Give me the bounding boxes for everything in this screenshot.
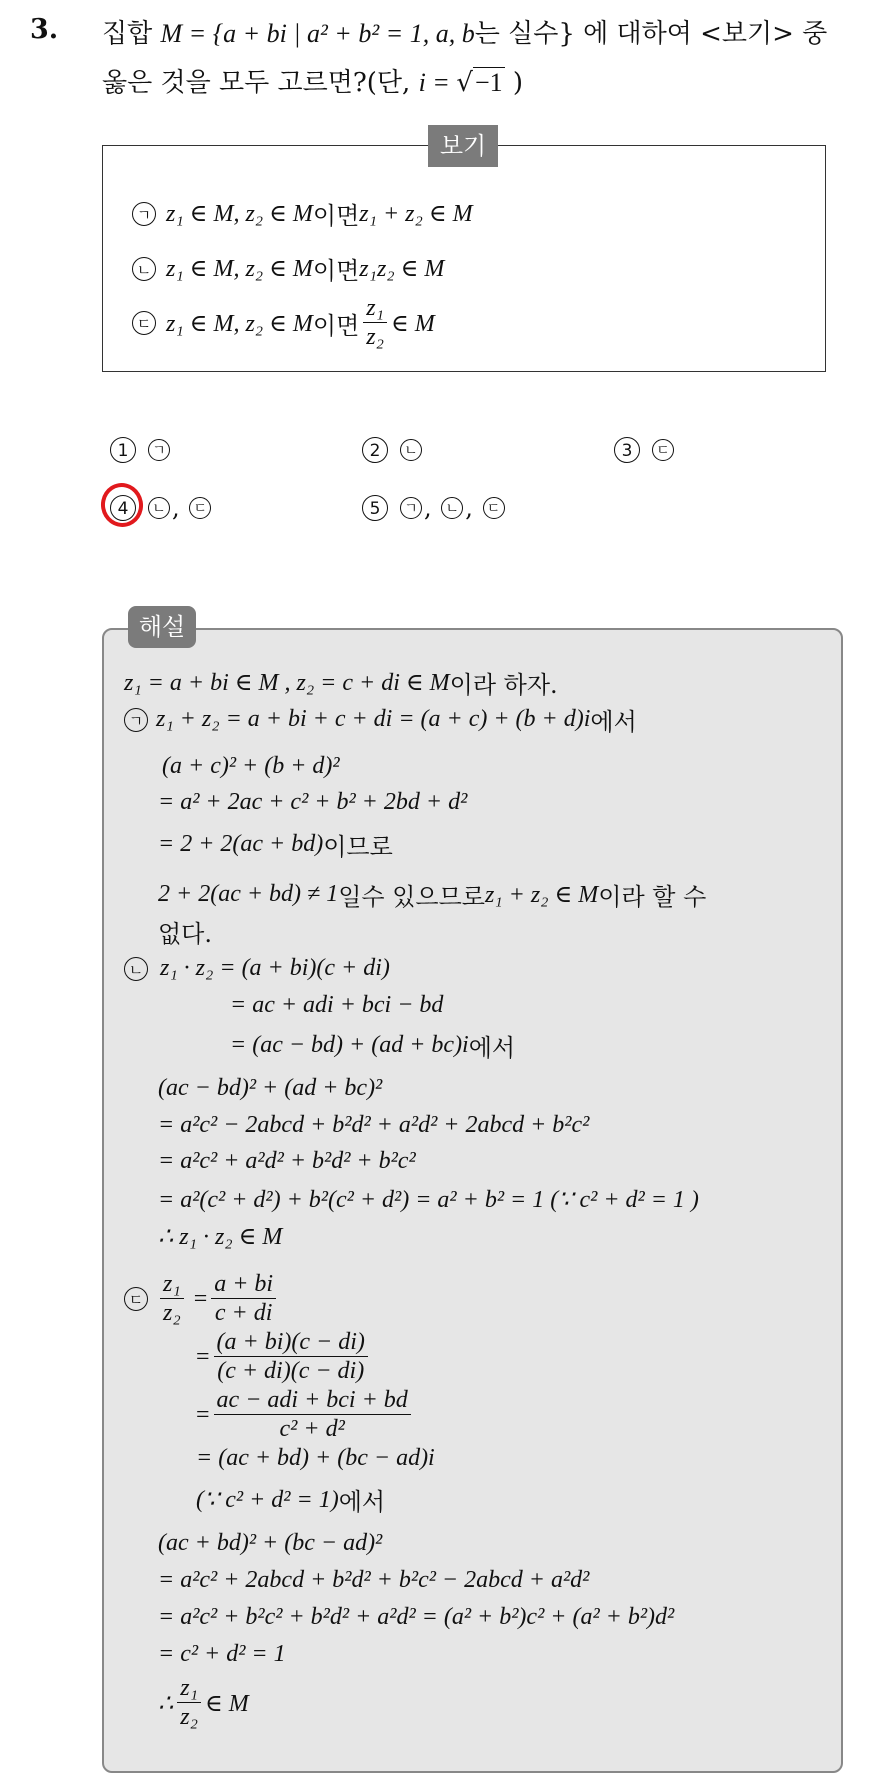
solution-line: (ac − bd)² + (ad + bc)²	[158, 1075, 383, 1101]
solution-line: = $\frac{(a + bi)(c - di)}{(c + di)(c - di)}$	[196, 1330, 372, 1384]
imaginary-unit: i =	[418, 68, 457, 97]
premise: z₁ ∈ M, z₂ ∈ M	[166, 310, 313, 337]
solution-line: 2 + 2(ac + bd) ≠ 1 일수 있으므로 z₁ + z₂ ∈ M 이라 할 수	[158, 881, 707, 911]
bogi-item	[132, 296, 435, 350]
premise: z₁ ∈ M, z₂ ∈ M	[166, 201, 313, 227]
set-expression: M = {a + bi | a² + b² = 1, a, b	[160, 19, 475, 48]
choice-number: 3	[614, 437, 640, 463]
solution-line: = c² + d² = 1	[158, 1641, 286, 1667]
solution-line: (∵ c² + d² = 1) 에서	[196, 1487, 386, 1516]
question-text: )	[504, 68, 524, 98]
solution-line: = a²c² − 2abcd + b²d² + a²d² + 2abcd + b²c²	[158, 1112, 590, 1138]
circled-mark: ㄱ	[132, 202, 156, 226]
solution-line: ∴ $\frac{\text{z₁}}{\text{z₂}}$ ∈ M	[158, 1675, 249, 1731]
question-text: 는 실수} 에 대하여 <보기> 중	[474, 19, 828, 49]
solution-line: = a² + 2ac + c² + b² + 2bd + d²	[158, 789, 468, 815]
solution-line: = a²(c² + d²) + b²(c² + d²) = a² + b² = 1 (∵ c² + d² = 1 )	[158, 1187, 699, 1213]
circled-mark: ㄷ	[189, 497, 211, 519]
connector: 이면	[312, 257, 360, 285]
choice-number: 2	[362, 437, 388, 463]
solution-line: ㄴ z₁ · z₂ = (a + bi)(c + di)	[124, 955, 390, 982]
fraction: $\frac{\text{z₁}}{\text{z₂}}$	[177, 1676, 201, 1730]
circled-mark: ㄴ	[441, 497, 463, 519]
solution-line: ∴ z₁ · z₂ ∈ M	[158, 1224, 283, 1250]
circled-mark: ㄷ	[483, 497, 505, 519]
connector: 이면	[312, 311, 360, 340]
choice-1[interactable]	[110, 437, 172, 463]
solution-line: = a²c² + a²d² + b²d² + b²c²	[158, 1148, 416, 1174]
choice-3[interactable]	[614, 437, 676, 463]
result: z₁z₂ ∈ M	[359, 256, 445, 282]
circled-mark: ㄴ	[148, 497, 170, 519]
fraction: $\frac{a + bi}{c + di}$	[211, 1272, 276, 1326]
circled-mark: ㄴ	[124, 957, 148, 981]
result: z₁ + z₂ ∈ M	[359, 201, 473, 227]
choice-number: 5	[362, 495, 388, 521]
premise: z₁ ∈ M, z₂ ∈ M	[166, 256, 313, 282]
question-number: 3.	[30, 14, 59, 45]
fraction: $\frac{\text{ac − adi + bci + bd}}{\text{c² + d²}}$	[214, 1388, 411, 1442]
choice-number: 4	[110, 495, 136, 521]
solution-line: = (ac − bd) + (ad + bc)i 에서	[230, 1032, 516, 1062]
solution-line: (a + c)² + (b + d)²	[162, 753, 340, 779]
solution-line: (ac + bd)² + (bc − ad)²	[158, 1530, 383, 1556]
choice-4[interactable]: 4 ㄴ , ㄷ	[110, 494, 213, 522]
solution-line: = a²c² + b²c² + b²d² + a²d² = (a² + b²)c² + (a² + b²)d²	[158, 1604, 675, 1630]
fraction: $\frac{\text{z₁}}{\text{z₂}}$	[160, 1272, 184, 1326]
circled-mark: ㄱ	[148, 439, 170, 461]
bogi-item	[132, 196, 473, 231]
fraction: $\frac{(a + bi)(c - di)}{(c + di)(c - di)}$	[214, 1330, 368, 1384]
solution-line: = $\frac{\text{ac − adi + bci + bd}}{\text{c² + d²}}$	[196, 1388, 415, 1442]
solution-line: 없다.	[158, 920, 212, 948]
choice-2[interactable]	[362, 437, 424, 463]
choice-number: 1	[110, 437, 136, 463]
circled-mark: ㄱ	[400, 497, 422, 519]
choice-5[interactable]: 5 ㄱ , ㄴ , ㄷ	[362, 494, 507, 522]
bogi-label: 보기	[428, 125, 498, 167]
circled-mark: ㄱ	[124, 708, 148, 732]
result: ∈ M	[390, 310, 435, 337]
circled-mark: ㄷ	[652, 439, 674, 461]
question-line-2: 옳은 것을 모두 고르면?(단, i = √−1 )	[102, 68, 524, 98]
solution-line: ㄱ z₁ + z₂ = a + bi + c + di = (a + c) + (b + d)i 에서	[124, 702, 637, 737]
question-text: 옳은 것을 모두 고르면?(단,	[102, 68, 419, 98]
circled-mark: ㄴ	[400, 439, 422, 461]
connector: 이면	[312, 202, 360, 230]
solution-line: = 2 + 2(ac + bd) 이므로	[158, 831, 393, 861]
answer-circle-mark	[97, 480, 146, 531]
solution-line: = a²c² + 2abcd + b²d² + b²c² − 2abcd + a²d²	[158, 1567, 590, 1593]
solution-line: ㄷ $\frac{\text{z₁}}{\text{z₂}}$ = $\frac{a + bi}{c + di}$	[124, 1272, 280, 1326]
solution-line: = ac + adi + bci − bd	[230, 992, 444, 1018]
fraction: $\frac{\text{z₁}}{\text{z₂}}$	[363, 296, 387, 350]
circled-mark: ㄴ	[132, 257, 156, 281]
solution-line: = (ac + bd) + (bc − ad)i	[196, 1445, 435, 1471]
solution-label: 해설	[128, 606, 196, 648]
circled-mark: ㄷ	[132, 311, 156, 335]
bogi-item	[132, 251, 444, 286]
circled-mark: ㄷ	[124, 1287, 148, 1311]
sqrt-value: −1	[474, 68, 503, 97]
solution-line: z₁ = a + bi ∈ M , z₂ = c + di ∈ M 이라 하자.	[124, 670, 558, 699]
question-line-1	[102, 13, 827, 50]
question-text: 집합	[102, 19, 161, 49]
